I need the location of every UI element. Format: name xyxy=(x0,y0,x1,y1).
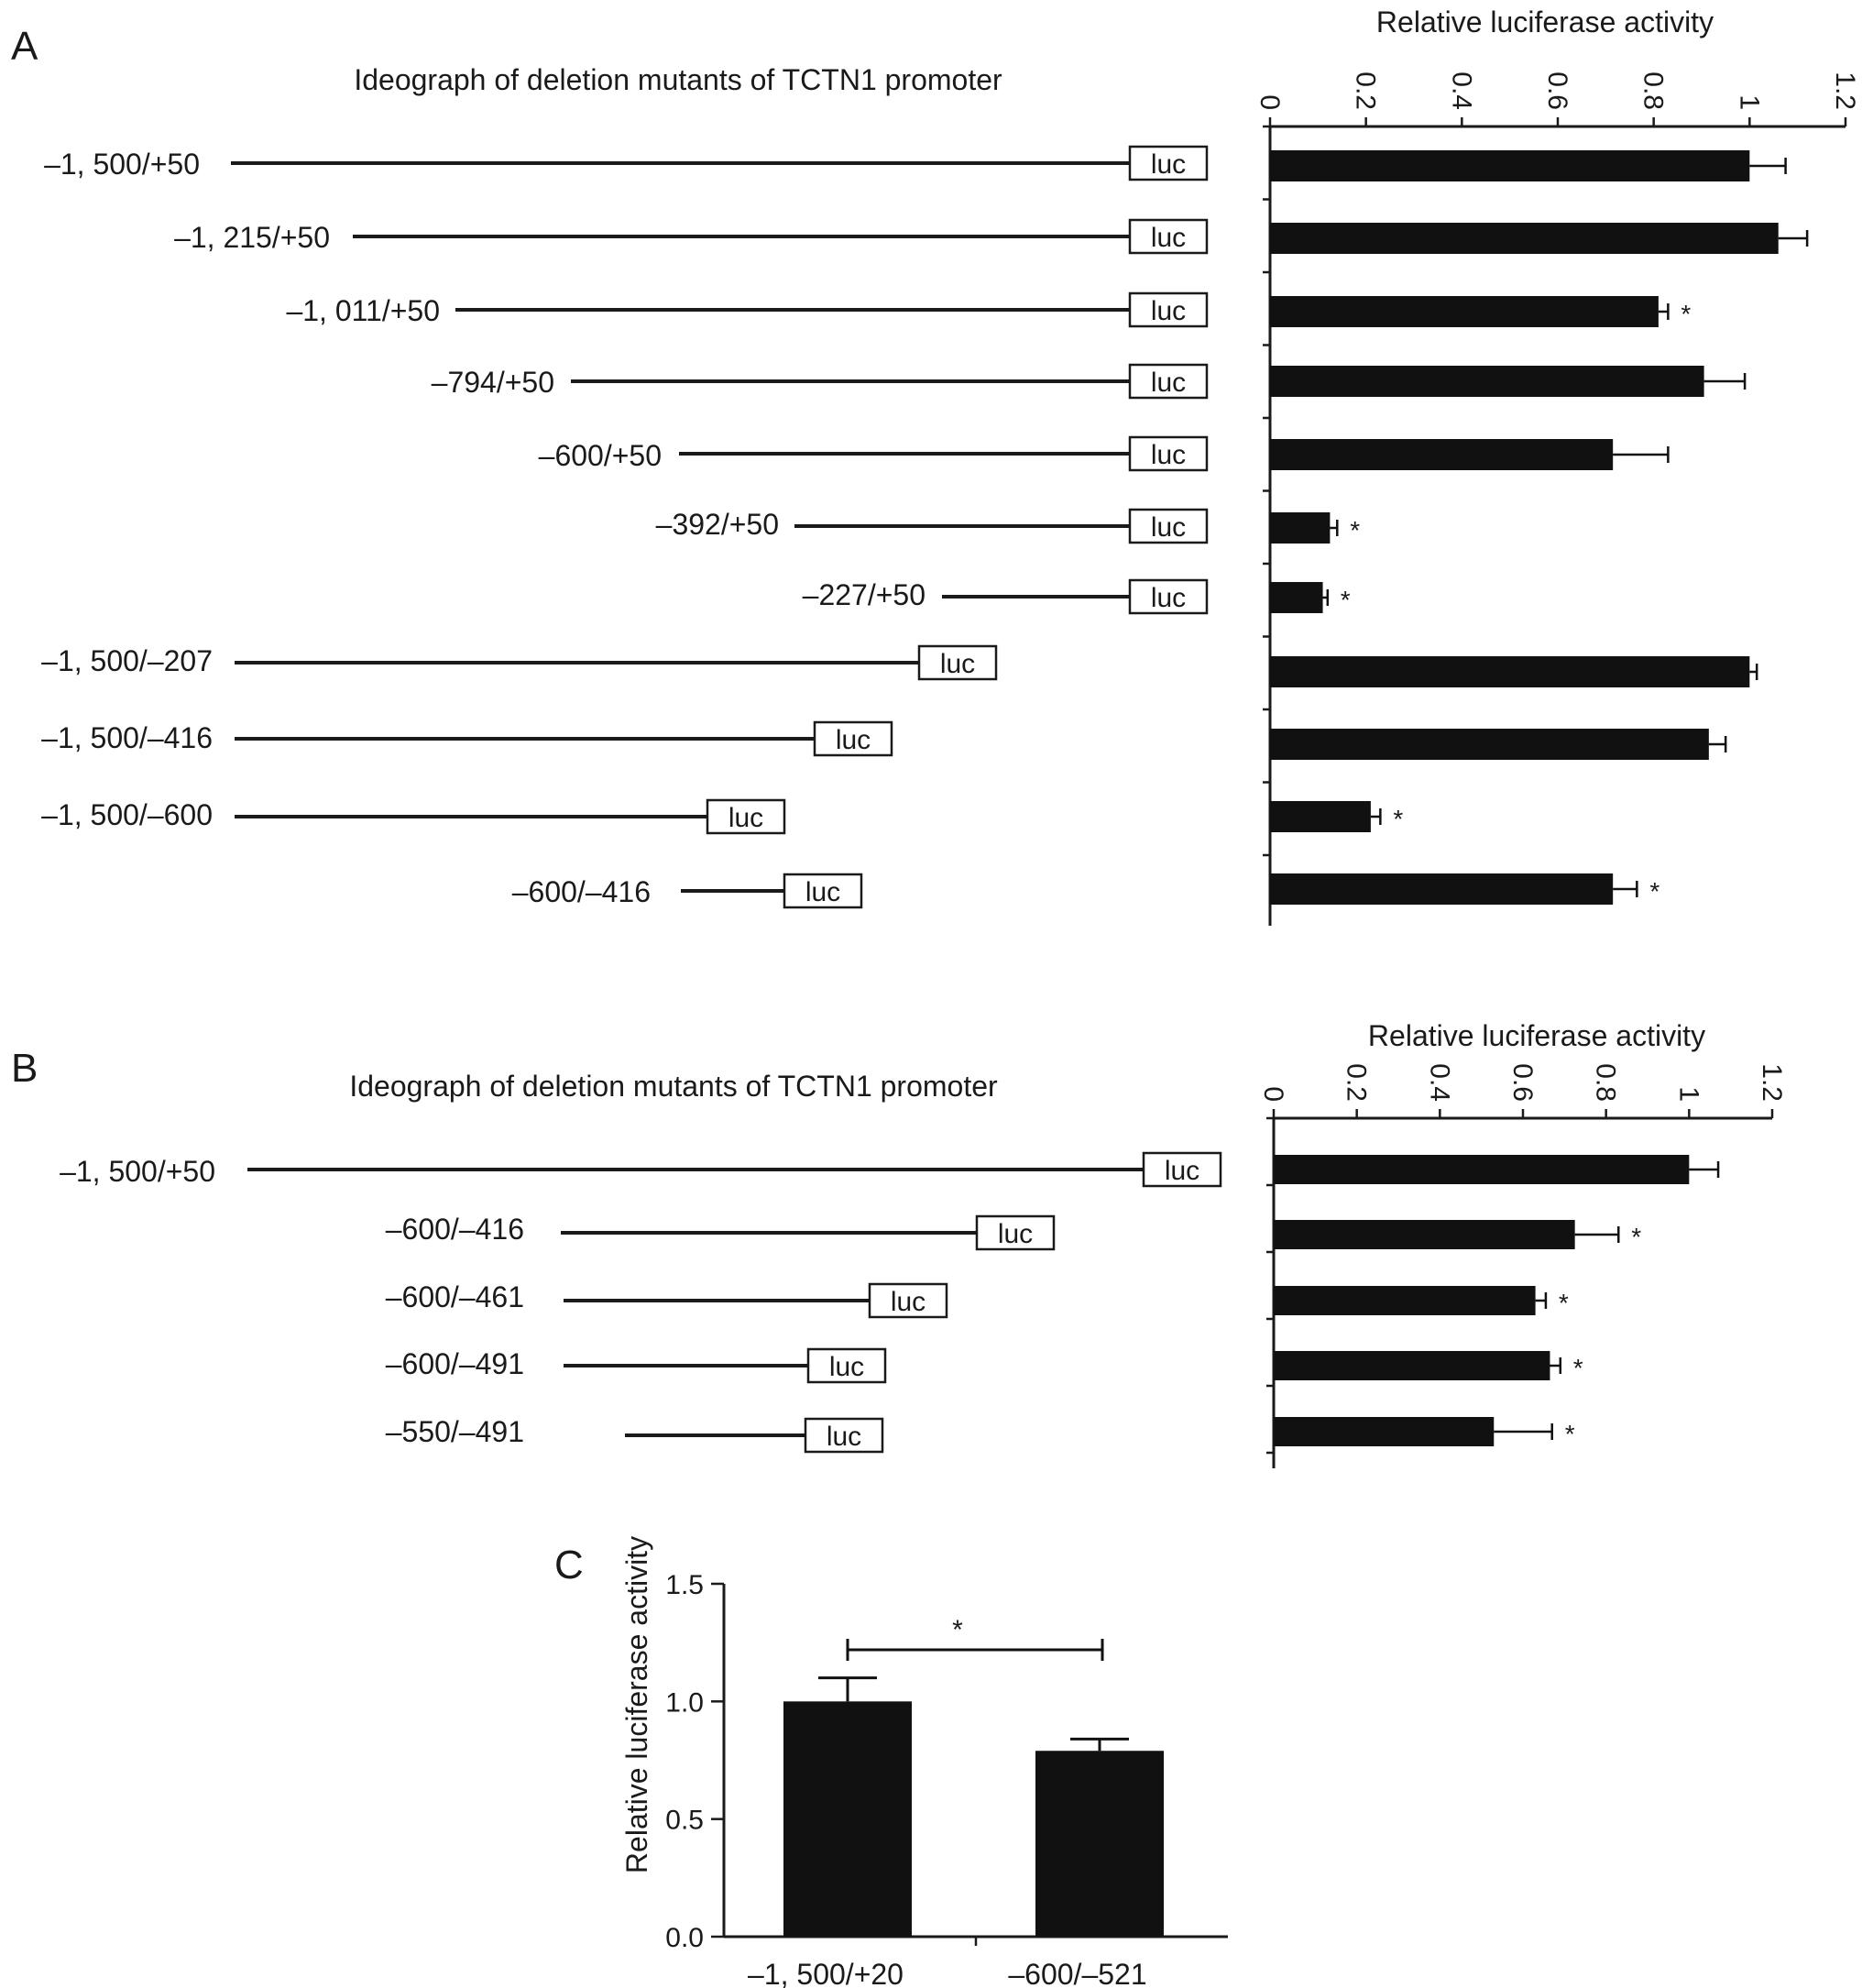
chart-b-title: Relative luciferase activity xyxy=(1367,1019,1706,1052)
panel-a-label: A xyxy=(11,24,38,69)
bar xyxy=(1270,150,1749,181)
construct-row-a-5 xyxy=(539,437,1207,472)
luc-label: luc xyxy=(826,1422,862,1452)
construct-label: –1, 500/+50 xyxy=(60,1155,215,1188)
y-tick-label: 1.5 xyxy=(665,1570,704,1600)
significance-star: * xyxy=(952,1615,963,1645)
construct-label: –794/+50 xyxy=(431,366,554,399)
construct-label: –600/+50 xyxy=(538,439,662,472)
x-tick-label: –1, 500/+20 xyxy=(748,1958,904,1988)
bar xyxy=(1274,1155,1689,1184)
luc-label: luc xyxy=(828,1352,865,1382)
chart-a-ticks xyxy=(1254,71,1860,926)
luc-label: luc xyxy=(890,1287,926,1317)
construct-row-b-4 xyxy=(386,1347,885,1382)
luc-label: luc xyxy=(1150,296,1187,326)
bar xyxy=(1270,223,1779,254)
x-tick-label: 0.6 xyxy=(1507,1063,1538,1102)
luc-label: luc xyxy=(1150,512,1187,543)
construct-label: –550/–491 xyxy=(385,1415,524,1448)
bar xyxy=(1274,1417,1494,1446)
luc-label: luc xyxy=(1164,1156,1200,1186)
y-tick-label: 1.0 xyxy=(665,1687,704,1719)
construct-label: –600/–416 xyxy=(511,875,651,908)
x-tick-label: 0.2 xyxy=(1350,71,1381,110)
bar xyxy=(1274,1286,1536,1315)
panel-a-ideograph-title: Ideograph of deletion mutants of TCTN1 promoter xyxy=(354,63,1002,96)
significance-star: * xyxy=(1564,1420,1575,1448)
panel-b-label: B xyxy=(11,1046,38,1091)
bar xyxy=(1270,512,1330,544)
bar xyxy=(1270,801,1371,832)
bar xyxy=(1270,582,1323,613)
chart-c-ylabel: Relative luciferase activity xyxy=(620,1535,653,1874)
construct-row-a-6 xyxy=(656,508,1207,543)
luc-label: luc xyxy=(1150,223,1187,253)
luc-label: luc xyxy=(728,803,764,833)
luc-label: luc xyxy=(1150,368,1187,398)
construct-row-a-9 xyxy=(41,721,892,755)
x-tick-label: 0.2 xyxy=(1341,1063,1372,1102)
x-tick-label: 0.6 xyxy=(1542,71,1572,110)
significance-star: * xyxy=(1572,1354,1583,1382)
significance-star: * xyxy=(1350,516,1361,544)
y-tick-label: 0.0 xyxy=(665,1923,704,1953)
construct-row-b-5 xyxy=(386,1415,882,1452)
chart-c-bars xyxy=(748,1615,1164,1988)
construct-row-b-1 xyxy=(60,1153,1221,1188)
construct-label: –1, 215/+50 xyxy=(174,221,330,254)
bar xyxy=(1270,366,1704,397)
panel-a xyxy=(11,5,1860,926)
bar xyxy=(1274,1351,1550,1380)
panel-b xyxy=(11,1019,1787,1468)
x-tick-label: 0 xyxy=(1254,94,1285,110)
panel-b-ideograph-title: Ideograph of deletion mutants of TCTN1 promoter xyxy=(349,1070,998,1103)
x-tick-label: 1 xyxy=(1673,1086,1704,1102)
construct-label: –600/–416 xyxy=(385,1213,524,1246)
x-tick-label: 0.8 xyxy=(1590,1063,1621,1102)
significance-star: * xyxy=(1340,586,1351,614)
luc-label: luc xyxy=(1150,440,1187,470)
construct-label: –1, 011/+50 xyxy=(286,294,440,327)
luc-label: luc xyxy=(997,1219,1034,1249)
construct-row-a-10 xyxy=(41,798,784,833)
significance-star: * xyxy=(1681,300,1692,328)
construct-row-a-3 xyxy=(286,293,1207,327)
bar xyxy=(1274,1220,1575,1249)
bar xyxy=(783,1701,912,1937)
significance-star: * xyxy=(1649,877,1660,906)
construct-row-a-7 xyxy=(803,578,1207,613)
luc-label: luc xyxy=(805,877,841,907)
luc-label: luc xyxy=(835,725,871,755)
y-tick-label: 0.5 xyxy=(665,1805,704,1836)
chart-b-ticks xyxy=(1258,1063,1787,1468)
panel-c-label: C xyxy=(554,1543,584,1587)
luc-label: luc xyxy=(939,649,976,679)
bar xyxy=(1270,656,1749,687)
significance-star: * xyxy=(1631,1223,1642,1251)
chart-b-bars xyxy=(1274,1155,1718,1448)
construct-row-a-4 xyxy=(432,365,1207,399)
x-tick-label: 0.4 xyxy=(1446,71,1477,110)
construct-row-a-2 xyxy=(174,220,1207,254)
panel-c xyxy=(554,1536,1228,1988)
bar xyxy=(1270,873,1613,905)
construct-label: –600/–491 xyxy=(385,1347,524,1380)
bar xyxy=(1270,296,1659,327)
x-tick-label: 0.4 xyxy=(1424,1063,1455,1102)
chart-a xyxy=(1254,5,1860,926)
construct-label: –392/+50 xyxy=(655,508,779,541)
construct-row-b-3 xyxy=(386,1280,947,1317)
chart-a-bars xyxy=(1270,150,1807,906)
luc-label: luc xyxy=(1150,149,1187,180)
construct-label: –227/+50 xyxy=(802,578,926,611)
chart-a-title: Relative luciferase activity xyxy=(1375,5,1714,38)
construct-row-a-1 xyxy=(44,147,1207,181)
chart-b xyxy=(1258,1019,1787,1468)
bar xyxy=(1270,729,1709,760)
significance-star: * xyxy=(1558,1289,1569,1317)
luc-label: luc xyxy=(1150,583,1187,613)
significance-star: * xyxy=(1393,805,1404,833)
x-tick-label: 1 xyxy=(1734,94,1765,110)
construct-label: –1, 500/–207 xyxy=(41,644,213,677)
x-tick-label: –600/–521 xyxy=(1008,1958,1147,1988)
construct-label: –1, 500/+50 xyxy=(44,148,200,181)
bar xyxy=(1035,1751,1164,1937)
x-tick-label: 0 xyxy=(1258,1086,1288,1102)
construct-row-b-2 xyxy=(386,1213,1054,1249)
bar xyxy=(1270,439,1613,470)
construct-row-a-11 xyxy=(512,874,861,908)
construct-row-a-8 xyxy=(41,644,996,679)
x-tick-label: 1.2 xyxy=(1757,1063,1787,1102)
chart-c xyxy=(665,1570,1228,1988)
construct-label: –1, 500/–416 xyxy=(41,721,213,754)
construct-label: –1, 500/–600 xyxy=(41,798,213,831)
construct-label: –600/–461 xyxy=(385,1280,524,1313)
x-tick-label: 0.8 xyxy=(1637,71,1669,110)
x-tick-label: 1.2 xyxy=(1830,71,1860,110)
